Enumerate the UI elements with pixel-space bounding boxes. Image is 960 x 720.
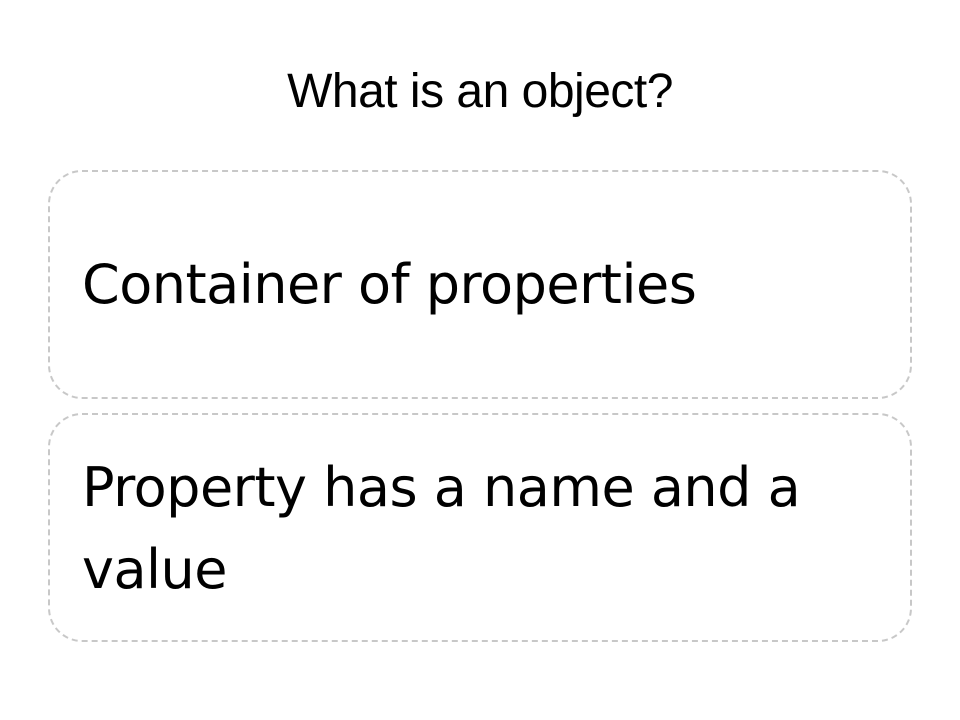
content-box (48, 170, 912, 399)
point-text: Container of properties (82, 253, 697, 316)
content-box (48, 413, 912, 642)
point-text: Property has a name and a value (82, 456, 801, 601)
slide-title: What is an object? (287, 65, 673, 118)
